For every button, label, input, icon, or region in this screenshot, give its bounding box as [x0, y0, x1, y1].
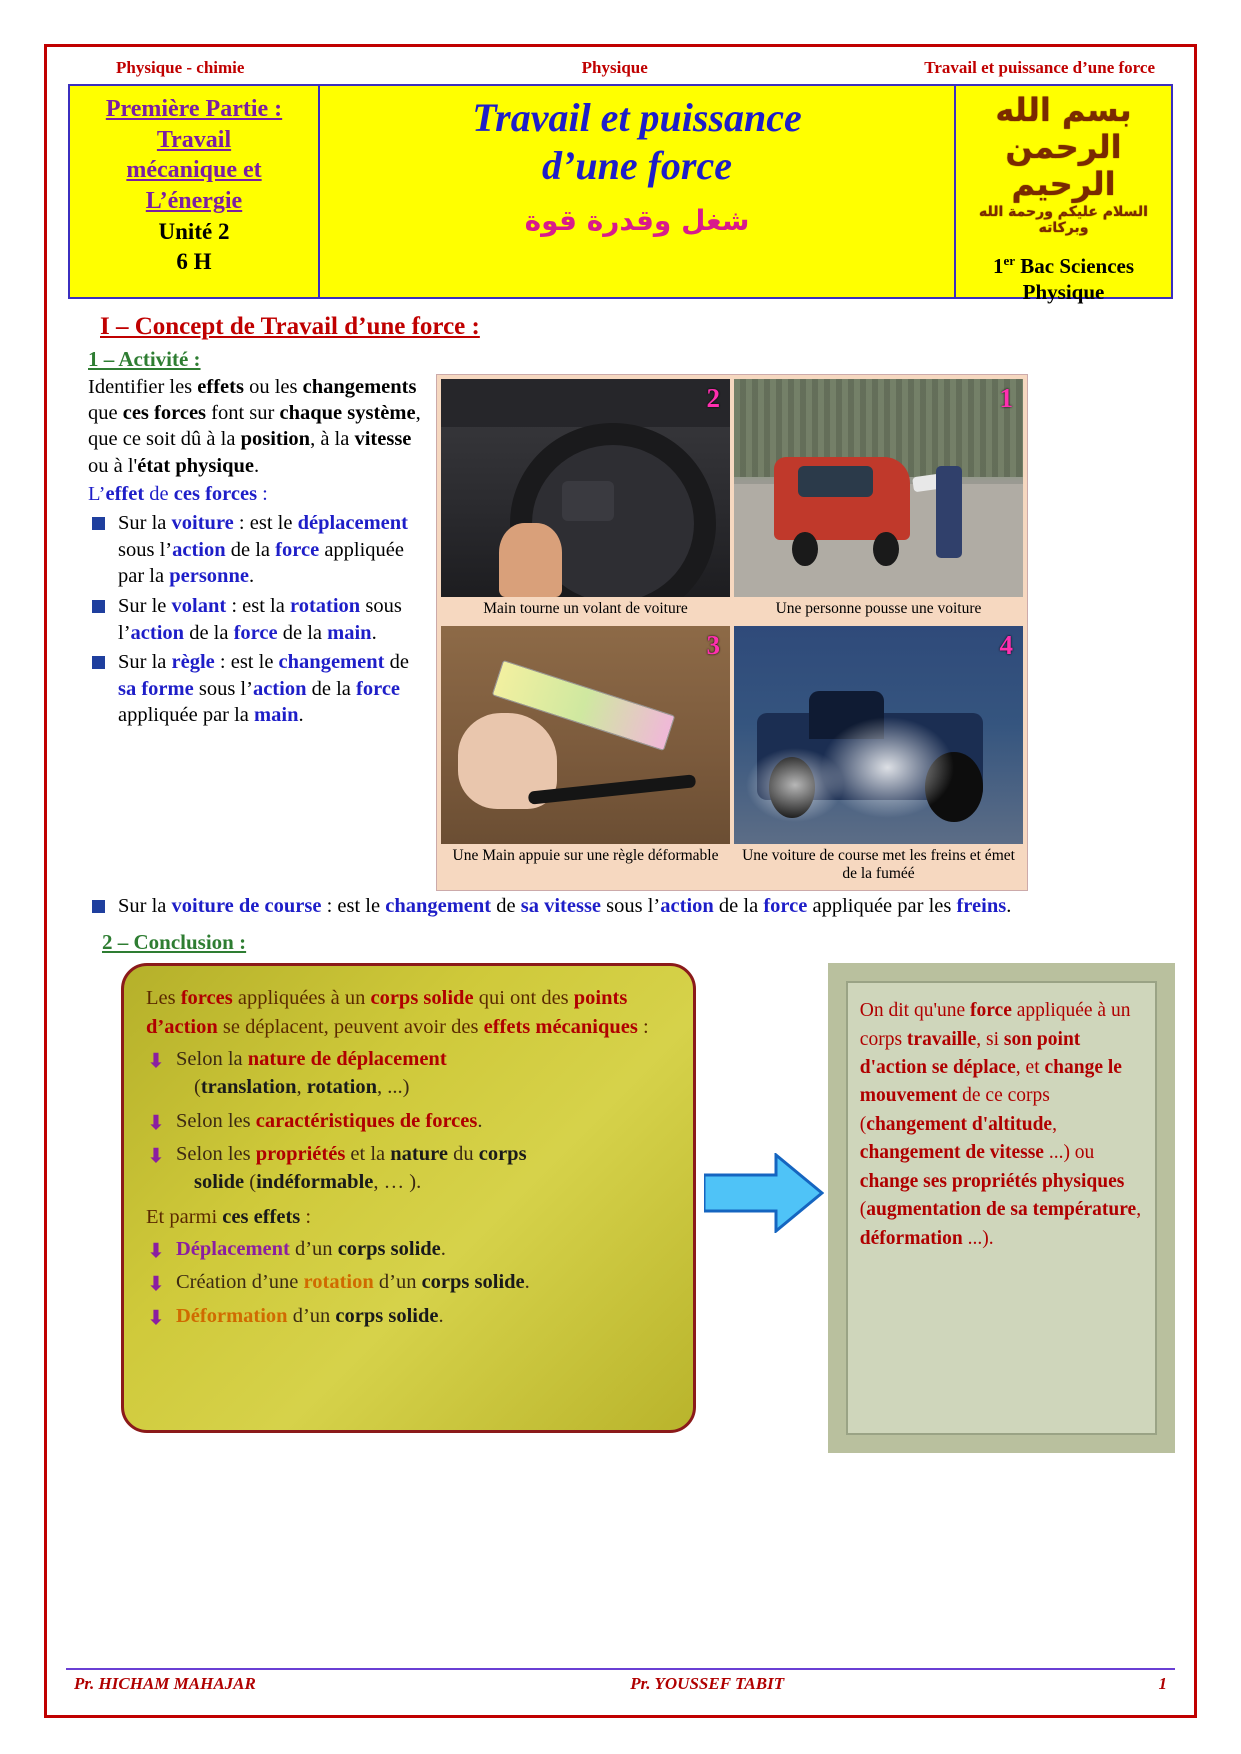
section-title: I – Concept de Travail d’une force : — [100, 313, 480, 340]
list-item: Sur la voiture : est le déplacement sous l’action de la force appliquée par la personne. — [88, 510, 426, 590]
banner-title-ar: شغل وقدرة قوة — [524, 204, 750, 237]
photo-caption: Une personne pousse une voiture — [734, 597, 1023, 622]
photo-cell-4 — [734, 626, 1023, 887]
footer-author-center: Pr. YOUSSEF TABIT — [630, 1674, 785, 1693]
square-bullet-icon — [92, 600, 105, 613]
activity-effect-lead: L’effet de ces forces : — [88, 482, 268, 505]
footer-divider — [66, 1668, 1175, 1670]
activity-row — [66, 374, 1175, 891]
photo-hand-bending-ruler — [441, 626, 730, 844]
conclusion-right-paragraph: On dit qu'une force appliquée à un corps travaille, si son point d'action se déplace, et change le mouvement de ce corps (changement d'altitude, changement de vitesse ...) ou change ses propriétés physiques (augmentation de sa température, déformation ...). — [859, 1000, 1142, 1249]
square-bullet-icon — [92, 517, 105, 530]
arrow-bullet-icon: ⬇ — [148, 1240, 164, 1262]
running-header — [66, 54, 1175, 84]
running-header-chapter: Travail et puissance d’une force — [924, 58, 1155, 77]
footer-author-left: Pr. HICHAM MAHAJAR — [74, 1674, 256, 1693]
list-item: ⬇ Déformation d’un corps solide. — [146, 1303, 671, 1331]
list-item: ⬇ Déplacement d’un corps solide. — [146, 1236, 671, 1264]
banner-level-number: 1 — [992, 253, 1004, 278]
list-item: Sur le volant : est la rotation sous l’action de la force de la main. — [88, 593, 426, 646]
banner-title-fr-line2: d’une force — [542, 143, 732, 188]
conclusion-left-box — [121, 963, 696, 1433]
banner-title-fr-line1: Travail et puissance — [472, 95, 802, 140]
conclusion-left-mid: Et parmi ces effets : — [146, 1205, 312, 1228]
activity-title: 1 – Activité : — [88, 347, 201, 371]
banner-level-line2: Physique — [1022, 279, 1105, 304]
banner-part-title: Première Partie : — [105, 96, 283, 122]
car-window-shape — [798, 466, 873, 497]
photo-number: 2 — [706, 383, 720, 413]
conclusion-left-paragraph: Les forces appliquées à un corps solide qui ont des points d’action se déplacent, peuvent avoir des effets mécaniques : — [146, 987, 649, 1039]
arrow-bullet-icon: ⬇ — [148, 1051, 164, 1073]
list-item: ⬇ Création d’une rotation d’un corps solide. — [146, 1269, 671, 1297]
banner-level-cell — [956, 86, 1171, 304]
conclusion-title: 2 – Conclusion : — [102, 930, 247, 955]
photo-number: 3 — [706, 629, 720, 660]
smoke-shape-secondary — [746, 748, 844, 822]
photo-caption: Une Main appuie sur une règle déformable — [441, 844, 730, 869]
arrow-bullet-icon: ⬇ — [148, 1146, 164, 1168]
square-bullet-icon — [92, 656, 105, 669]
page-number: 1 — [1158, 1674, 1167, 1693]
photo-number: 1 — [999, 383, 1013, 413]
photo-steering-wheel — [441, 379, 730, 597]
basmala-calligraphy — [960, 92, 1167, 237]
photo-race-car-braking — [734, 626, 1023, 844]
basmala-text: بسم الله الرحمن الرحيم — [995, 91, 1132, 203]
banner-part-sub2: mécanique et — [126, 157, 262, 184]
photo-cell-1 — [441, 379, 730, 622]
photo-grid — [436, 374, 1028, 891]
list-item: ⬇ Selon les caractéristiques de forces. — [146, 1108, 671, 1136]
photo-caption: Une voiture de course met les freins et émet de la fuméé — [734, 844, 1023, 887]
conclusion-right-box — [828, 963, 1175, 1453]
banner-hours: 6 H — [176, 248, 212, 274]
banner-title-cell — [320, 86, 956, 297]
conclusion-left-list-2 — [146, 1236, 671, 1331]
photo-person-pushing-car — [734, 379, 1023, 597]
title-banner — [68, 84, 1173, 304]
dashboard-shape — [441, 379, 730, 427]
list-item: ⬇ Selon les propriétés et la nature du corps solide (indéformable, … ). — [148, 1143, 527, 1193]
flow-arrow-icon — [704, 1153, 824, 1233]
banner-level — [960, 253, 1167, 306]
list-item: ⬇ Selon la nature de déplacement (translation, rotation, ...) — [148, 1048, 447, 1098]
photo-caption: Main tourne un volant de voiture — [441, 597, 730, 622]
banner-part-sub3: L’énergie — [145, 188, 243, 215]
banner-part-sub1: Travail — [156, 126, 232, 153]
conclusion-left-list — [146, 1046, 671, 1196]
photo-cell-2 — [734, 379, 1023, 622]
car-wheel-front — [792, 532, 818, 567]
arrow-bullet-icon: ⬇ — [148, 1308, 164, 1330]
square-bullet-icon — [92, 900, 105, 913]
steering-hub-shape — [562, 481, 614, 520]
photo-cell-3 — [441, 626, 730, 887]
banner-level-sup: er — [1003, 252, 1016, 268]
banner-part-cell — [70, 86, 320, 297]
banner-unit: Unité 2 — [158, 218, 230, 244]
activity-last-bullet: Sur la voiture de course : est le changement de sa vitesse sous l’action de la force appliquée par les freins. — [88, 893, 1175, 920]
hand-shape — [499, 523, 563, 597]
page-footer — [66, 1668, 1175, 1694]
list-item: Sur la règle : est le changement de sa forme sous l’action de la force appliquée par la main. — [88, 649, 426, 729]
photo-number: 4 — [999, 629, 1013, 660]
arrow-bullet-icon: ⬇ — [148, 1274, 164, 1296]
banner-level-rest: Bac Sciences — [1015, 253, 1135, 278]
arrow-bullet-icon: ⬇ — [148, 1112, 164, 1134]
person-shape — [936, 466, 962, 558]
car-wheel-rear — [873, 532, 899, 567]
activity-intro: Identifier les effets ou les changements que ces forces font sur chaque système, que ce soit dû à la position, à la vitesse ou à l'état physique. — [88, 376, 421, 477]
activity-text-column — [66, 374, 426, 732]
running-header-discipline: Physique — [581, 58, 648, 77]
activity-images-column — [426, 374, 1175, 891]
conclusion-row — [66, 963, 1175, 1453]
running-header-subject: Physique - chimie — [116, 58, 245, 77]
activity-bullet-list — [88, 510, 426, 729]
basmala-subtext: السلام عليكم ورحمة الله وبركاته — [979, 204, 1148, 237]
